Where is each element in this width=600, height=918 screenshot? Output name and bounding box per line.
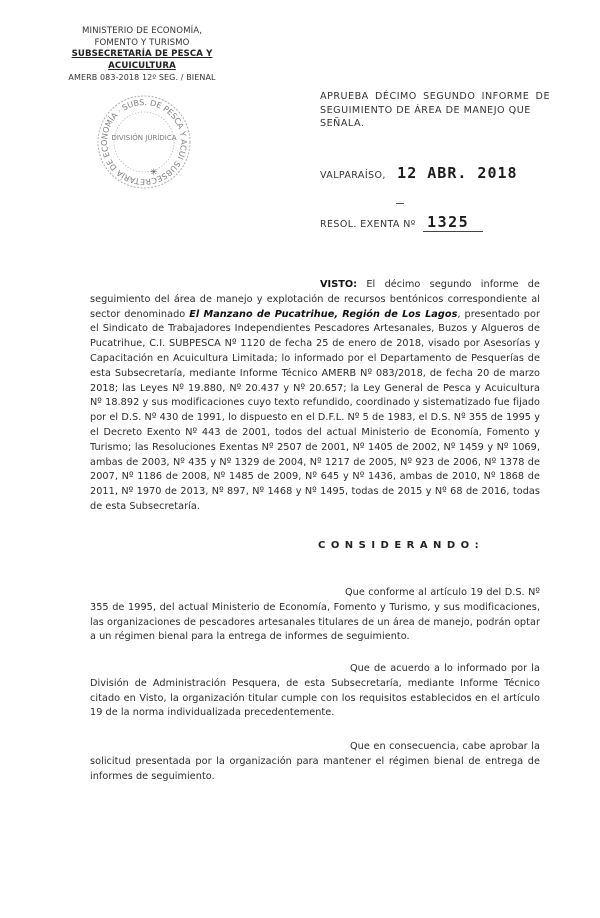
- considerando-heading: C O N S I D E R A N D O :: [318, 540, 480, 551]
- ministry-header: [42, 26, 242, 84]
- visto-intro: El décimo segundo informe de seguimiento del área de manejo y explotación de recursos bentónicos correspondiente al sector denominado: [90, 279, 540, 320]
- resolution-label: RESOL. EXENTA Nº: [320, 219, 416, 230]
- stamp-star-icon: ✳: [150, 168, 158, 178]
- stamped-date: 12 ABR. 2018: [397, 164, 518, 182]
- ministry-line-2: FOMENTO Y TURISMO: [94, 37, 190, 48]
- stamp-inner-text: DIVISIÓN JURÍDICA: [111, 134, 177, 142]
- stamp-outer-text: SUBSECRETARÍA DE ECONOMÍA · SUBS. DE PESCA Y ACUI: [99, 97, 189, 187]
- considerando-paragraph-3: [90, 740, 540, 784]
- official-stamp: [95, 93, 193, 191]
- resolution-number: [320, 213, 560, 231]
- subject-line-2: SEGUIMIENTO DE ÁREA DE MANEJO QUE SEÑALA.: [320, 104, 531, 129]
- ministry-line-1: MINISTERIO DE ECONOMÍA,: [81, 26, 203, 36]
- subsecretaria-line: SUBSECRETARÍA DE PESCA Y ACUICULTURA: [71, 49, 213, 71]
- considerando-paragraph-2: [90, 662, 540, 721]
- resolution-subject: [320, 90, 550, 131]
- considerando-text-3: Que en consecuencia, cabe aprobar la solicitud presentada por la organización para mantener el régimen bienal de entrega de informes de seguimiento.: [90, 741, 540, 782]
- visto-sector: El Manzano de Pucatrihue, Región de Los Lagos: [189, 308, 458, 320]
- city-label: VALPARAÍSO,: [320, 170, 386, 181]
- amerb-reference: AMERB 083-2018 12º SEG. / BIENAL: [68, 73, 216, 83]
- considerando-text-1: Que conforme al artículo 19 del D.S. Nº 355 de 1995, del actual Ministerio de Economía, Fomento y Turismo, y sus modificaciones, las organizaciones de pescadores artesanales titulares de un área de manejo, podrán optar a un régimen bienal para la entrega de informes de seguimiento.: [90, 587, 540, 643]
- considerando-text-2: Que de acuerdo a lo informado por la División de Administración Pesquera, de esta Subsecretaría, mediante Informe Técnico citado en Visto, la organización titular cumple con los requisitos establecidos en el artículo 19 de la norma individualizada precedentemente.: [90, 663, 540, 719]
- tick-mark: [396, 203, 404, 204]
- svg-text:SUBSECRETARÍA DE ECONOMÍA · SU: [95, 93, 193, 191]
- resolution-number-value: 1325: [423, 213, 483, 232]
- place-date: [320, 164, 560, 182]
- visto-paragraph: [90, 278, 540, 515]
- considerando-paragraph-1: [90, 586, 540, 645]
- visto-label: VISTO:: [320, 279, 358, 290]
- visto-rest: , presentado por el Sindicato de Trabajadores Independientes Pescadores Artesanales, Buzos y Algueros de Pucatrihue, C.I. SUBPESCA Nº 1120 de fecha 25 de enero de 2018, visado por Asesorías y Capacitación en Acuicultura Limitada; lo informado por el Departamento de Pesquerías de esta Subsecretaría, mediante Informe Técnico AMERB Nº 083/2018, de fecha 20 de marzo 2018; las Leyes Nº 19.880, Nº 20.437 y Nº 20.657; la Ley General de Pesca y Acuicultura Nº 18.892 y sus modificaciones cuyo texto refundido, coordinado y sistematizado fue fijado por el D.S. Nº 430 de 1991, lo dispuesto en el D.F.L. Nº 5 de 1983, el D.S. Nº 355 de 1995 y el Decreto Exento Nº 443 de 2001, todos del actual Ministerio de Economía, Fomento y Turismo; las Resoluciones Exentas Nº 2507 de 2001, Nº 1405 de 2002, Nº 1459 y Nº 1069, ambas de 2003, Nº 435 y Nº 1329 de 2004, Nº 1217 de 2005, Nº 923 de 2006, Nº 1378 de 2007, Nº 1186 de 2008, Nº 1485 de 2009, Nº 645 y Nº 1436, ambas de 2010, Nº 1868 de 2011, Nº 1970 de 2013, Nº 897, Nº 1468 y Nº 1495, todas de 2015 y Nº 68 de 2016, todas de esta Subsecretaría.: [90, 308, 541, 512]
- subject-line-1: APRUEBA DÉCIMO SEGUNDO INFORME DE: [320, 91, 550, 102]
